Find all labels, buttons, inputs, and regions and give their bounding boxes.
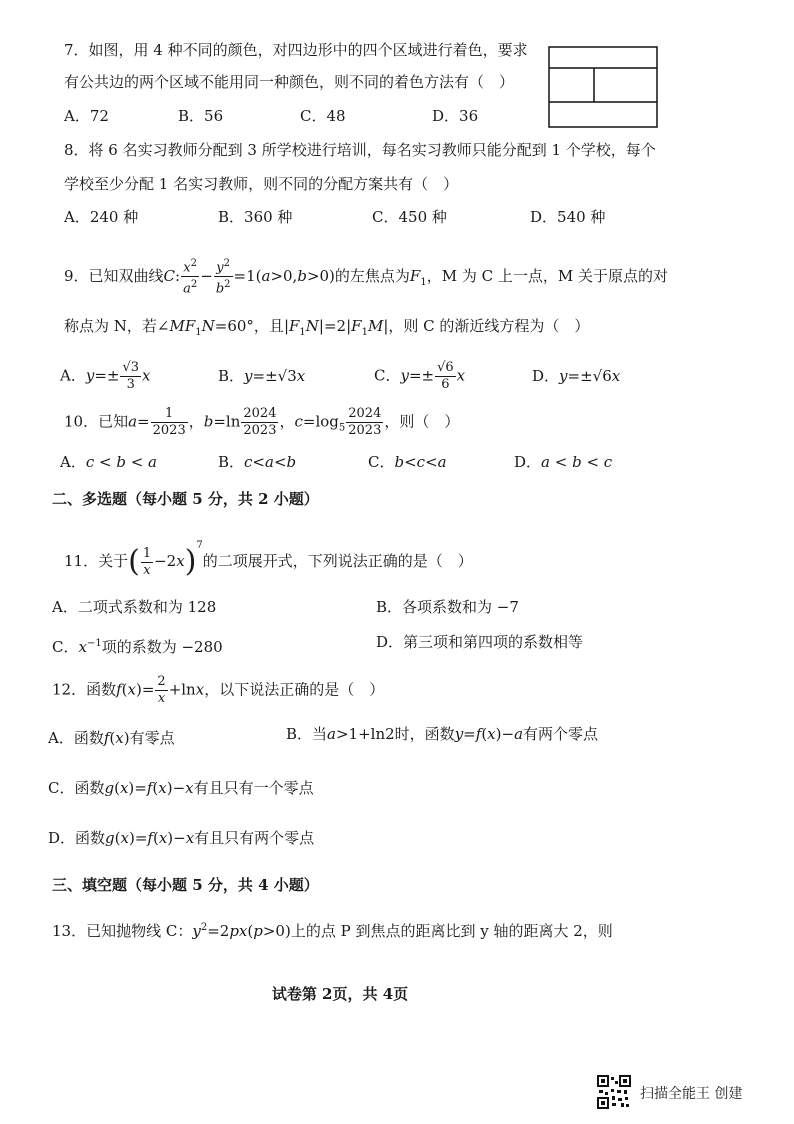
q9-option-a: A．y=± $\frac{√3}{3}$ x <box>60 360 151 392</box>
q8-option-c: C．450 种 <box>372 208 447 226</box>
q12-option-b: B．当a>1+ln2时，函数y=f(x)−a有两个零点 <box>286 725 599 743</box>
q11-option-c: C．$x^{-1}$项的系数为 −280 <box>52 638 223 656</box>
q11-option-d: D．第三项和第四项的系数相等 <box>376 633 584 651</box>
q7-line2: 有公共边的两个区域不能用同一种颜色，则不同的着色方法有（ ） <box>64 73 515 91</box>
section-multiple-choice: 二、多选题（每小题 5 分，共 2 小题） <box>52 490 319 508</box>
q12-option-c: C．函数g(x)=f(x)−x有且只有一个零点 <box>48 779 314 797</box>
q11-line1: 11．关于( $\frac{1}{x}$ −2x)$^7$的二项展开式，下列说法正确的是（ ） <box>64 540 473 579</box>
page-footer: 试卷第 2页，共 4页 <box>271 985 409 1003</box>
scanner-watermark: 扫描全能王 创建 <box>640 1086 743 1102</box>
q12-option-a: A．函数f(x)有零点 <box>48 729 175 747</box>
section-fill-in: 三、填空题（每小题 5 分，共 4 小题） <box>52 876 319 894</box>
q8-option-a: A．240 种 <box>64 208 139 226</box>
q8-line1: 8．将 6 名实习教师分配到 3 所学校进行培训，每名实习教师只能分配到 1 个学校，每个 <box>64 141 656 159</box>
q8-option-b: B．360 种 <box>218 208 293 226</box>
q9-line1: 9．已知双曲线C: $\frac{x^2}{a^2}$ − $\frac{y^2}{b^2}$ =1(a>0,b>0)的左焦点为$F_1$，M 为 C 上一点，M 关于原点的对 <box>64 258 668 297</box>
q10-option-b: B．c<a<b <box>218 453 297 471</box>
q12-option-d: D．函数g(x)=f(x)−x有且只有两个零点 <box>48 829 315 847</box>
q7-option-b: B．56 <box>178 107 224 125</box>
q7-option-d: D．36 <box>432 107 479 125</box>
q8-option-d: D．540 种 <box>530 208 606 226</box>
q11-option-b: B．各项系数和为 −7 <box>376 598 519 616</box>
q7-option-c: C．48 <box>300 107 346 125</box>
q10-option-d: D．a < b < c <box>514 453 613 471</box>
q13-line1: 13．已知抛物线 C：$y^2=2px(p>0)$上的点 P 到焦点的距离比到 y 轴的距离大 2，则 <box>52 922 613 940</box>
q11-option-a: A．二项式系数和为 128 <box>52 598 217 616</box>
q9-option-b: B．y=±√3x <box>218 367 306 385</box>
q10-option-a: A．c < b < a <box>60 453 157 471</box>
quadrilateral-figure <box>548 46 658 128</box>
q7-option-a: A．72 <box>64 107 109 125</box>
q12-line1: 12．函数f(x)= $\frac{2}{x}$ +lnx，以下说法正确的是（ ） <box>52 674 385 706</box>
q10-option-c: C．b<c<a <box>368 453 447 471</box>
q8-line2: 学校至少分配 1 名实习教师，则不同的分配方案共有（ ） <box>64 175 459 193</box>
q9-option-c: C．y=± $\frac{√6}{6}$ x <box>374 360 466 392</box>
q7-line1: 7．如图，用 4 种不同的颜色，对四边形中的四个区域进行着色，要求 <box>64 41 528 59</box>
qr-code-icon <box>597 1075 631 1109</box>
q9-option-d: D．y=±√6x <box>532 367 621 385</box>
q10-line1: 10．已知a= $\frac{1}{2023}$ ，b=ln $\frac{2024}{2023}$ ，$c=\log_5$ $\frac{2024}{2023}$ ，则（ ） <box>64 406 460 438</box>
q9-line2: 称点为 N，若$\angle MF_1N=60^\circ$，且$|F_1N|=2|F_1M|$，则 C 的渐近线方程为（ ） <box>64 317 590 338</box>
